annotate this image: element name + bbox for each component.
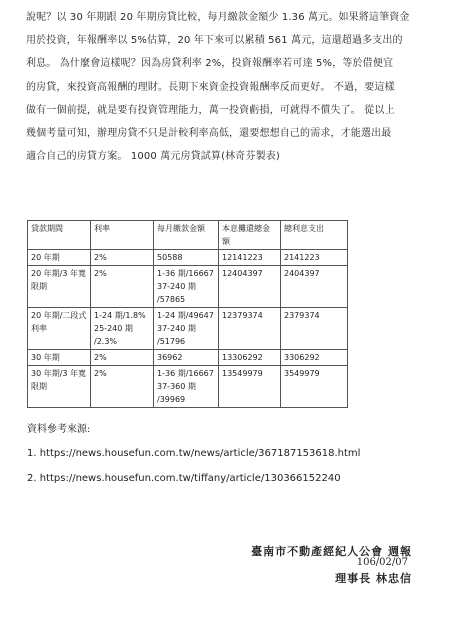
table-cell: 20 年期/二段式利率	[28, 308, 91, 350]
paragraph-line: 適合自己的房貸方案。 1000 萬元房貸試算(林奇芬製表)	[26, 151, 280, 163]
table-cell: 50588	[154, 250, 219, 266]
table-cell: 12404397	[219, 266, 281, 308]
signature-organization: 臺南市不動產經紀人公會 週報	[251, 545, 412, 558]
paragraph-line: 的房貸，來投資高報酬的理財。長期下來資金投資報酬率反而更好。 不過，要這樣	[26, 81, 395, 93]
table-row	[28, 366, 348, 408]
body-paragraph	[26, 6, 440, 168]
table-cell: 20 年期/3 年寬限期	[28, 266, 91, 308]
header-interest-rate: 利率	[91, 221, 154, 250]
header-loan-period: 貸款期間	[28, 221, 91, 250]
table-row	[28, 266, 348, 308]
table-cell: 3549979	[281, 366, 348, 408]
table-cell: 2379374	[281, 308, 348, 350]
table-row	[28, 250, 348, 266]
loan-comparison-table	[27, 220, 348, 408]
paragraph-line: 說呢？以 30 年期跟 20 年期房貸比較，每月繳款金額少 1.36 萬元。如果將這筆資金	[26, 12, 410, 23]
table-cell: 1-24 期/1.8% 25-240 期 /2.3%	[91, 308, 154, 350]
table-cell: 13549979	[219, 366, 281, 408]
table-cell: 3306292	[281, 350, 348, 366]
table-cell: 1-24 期/49647 37-240 期 /51796	[154, 308, 219, 350]
table-cell: 2%	[91, 266, 154, 308]
header-monthly-payment: 每月繳款金額	[154, 221, 219, 250]
table-cell: 12141223	[219, 250, 281, 266]
references-title: 資料參考來源:	[27, 424, 91, 435]
paragraph-line: 用於投資，年報酬率以 5%估算，20 年下來可以累積 561 萬元，這還超過多支出的	[26, 35, 403, 47]
table-row	[28, 350, 348, 366]
header-total-repayment: 本息攤還總金額	[219, 221, 281, 250]
table-cell: 36962	[154, 350, 219, 366]
table-cell: 2%	[91, 250, 154, 266]
paragraph-line: 利息。 為什麼會這樣呢？因為房貸利率 2%，投資報酬率若可達 5%，等於借便宜	[26, 58, 394, 70]
paragraph-line: 做有一個前提，就是要有投資管理能力，萬一投資虧損，可就得不償失了。 從以上	[26, 104, 395, 116]
header-total-interest: 總利息支出	[281, 221, 348, 250]
table-cell: 2%	[91, 350, 154, 366]
paragraph-line: 幾個考量可知，辦理房貸不只是計較利率高低，還要想想自己的需求，才能選出最	[26, 128, 392, 140]
table-cell: 30 年期	[28, 350, 91, 366]
signature-chairman: 理事長 林忠信	[335, 572, 412, 585]
reference-link-2[interactable]: 2. https://news.housefun.com.tw/tiffany/article/130366152240	[27, 473, 341, 484]
reference-link-1[interactable]: 1. https://news.housefun.com.tw/news/article/367187153618.html	[27, 448, 361, 459]
table-cell: 1-36 期/16667 37-240 期 /57865	[154, 266, 219, 308]
table-cell: 30 年期/3 年寬限期	[28, 366, 91, 408]
table-cell: 1-36 期/16667 37-360 期 /39969	[154, 366, 219, 408]
table-cell: 2%	[91, 366, 154, 408]
table-row	[28, 308, 348, 350]
table-cell: 20 年期	[28, 250, 91, 266]
table-cell: 2404397	[281, 266, 348, 308]
table-header-row	[28, 221, 348, 250]
signature-date: 106/02/07	[356, 557, 408, 568]
table-cell: 13306292	[219, 350, 281, 366]
table-cell: 12379374	[219, 308, 281, 350]
table-cell: 2141223	[281, 250, 348, 266]
